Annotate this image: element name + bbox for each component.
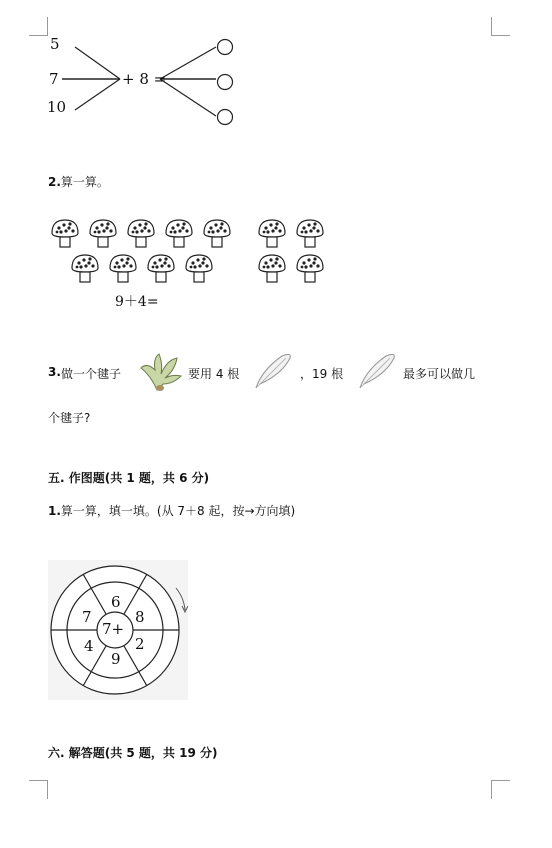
question-3-text: 个毽子? <box>48 411 91 425</box>
question-3-text: 做一个毽子 <box>61 367 122 381</box>
mushroom-icon <box>297 255 323 282</box>
corner-mark-bottom-right <box>491 780 510 799</box>
section-5-title: 五. 作图题(共 1 题，共 6 分) <box>48 471 210 485</box>
left-number: 7 <box>49 70 59 88</box>
question-text: 算一算，填一填。(从 7＋8 起，按→方向填) <box>60 504 296 518</box>
mushroom-icon <box>72 255 98 282</box>
mushroom-illustration <box>48 215 338 290</box>
wheel-number: 7 <box>82 608 92 626</box>
mushroom-icon <box>259 220 285 247</box>
question-3-number: 3. <box>48 365 61 379</box>
mushroom-icon <box>90 220 116 247</box>
shuttlecock-icon <box>137 350 185 392</box>
mushroom-icon <box>186 255 212 282</box>
operator-text: + 8 = <box>122 70 167 88</box>
mushroom-icon <box>204 220 230 247</box>
wheel-number: 8 <box>135 608 145 626</box>
wheel-number: 6 <box>111 593 121 611</box>
left-number: 10 <box>47 98 67 116</box>
wheel-center-label: 7+ <box>102 620 125 638</box>
mushroom-icon <box>166 220 192 247</box>
corner-mark-top-right <box>491 17 510 36</box>
calculation-wheel <box>48 560 188 700</box>
feather-icon <box>356 350 398 390</box>
question-2 <box>48 173 109 190</box>
mushroom-icon <box>297 220 323 247</box>
section-6-title: 六. 解答题(共 5 题，共 19 分) <box>48 746 218 760</box>
question-3-text: ，19 根 <box>300 367 344 381</box>
question-text: 算一算。 <box>60 175 109 189</box>
answer-circle[interactable] <box>218 40 233 55</box>
equation-text[interactable]: 9＋4= <box>115 294 159 310</box>
mushroom-icon <box>259 255 285 282</box>
corner-mark-bottom-left <box>29 780 48 799</box>
wheel-number: 4 <box>84 637 94 655</box>
mushroom-icon <box>148 255 174 282</box>
left-number: 5 <box>50 35 60 53</box>
mushroom-icon <box>128 220 154 247</box>
mushroom-icon <box>52 220 78 247</box>
wheel-number: 9 <box>111 650 121 668</box>
question-3-text: 最多可以做几 <box>403 367 476 381</box>
addition-tree-diagram <box>40 30 250 130</box>
mushroom-icon <box>110 255 136 282</box>
question-3-text: 要用 4 根 <box>188 367 240 381</box>
answer-circle[interactable] <box>218 110 233 125</box>
answer-circle[interactable] <box>218 75 233 90</box>
question-number: 2. <box>48 175 61 189</box>
feather-icon <box>252 350 294 390</box>
question-number: 1. <box>48 504 61 518</box>
section-5-question-1 <box>48 502 295 519</box>
wheel-number: 2 <box>135 635 145 653</box>
